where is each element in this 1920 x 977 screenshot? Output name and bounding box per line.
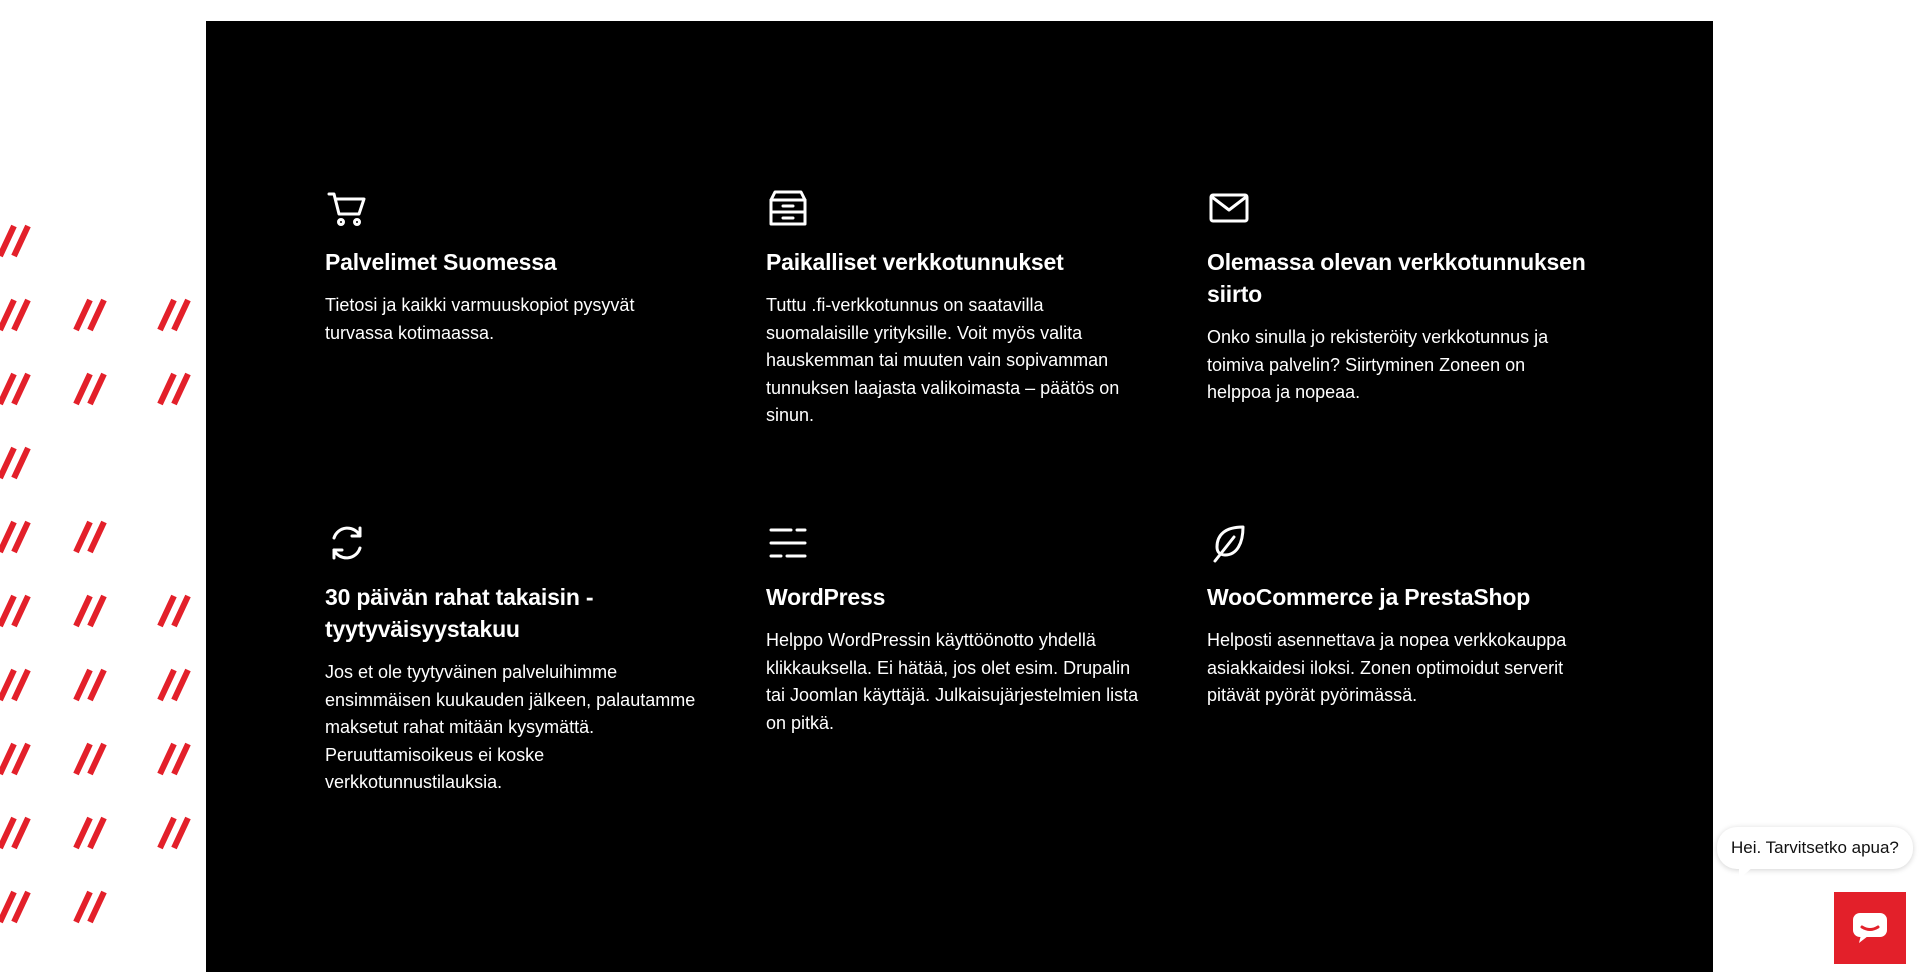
decorative-slash [90,374,104,404]
feature-description: Onko sinulla jo rekisteröity verkkotunnus ja toimiva palvelin? Siirtyminen Zoneen on helppoa ja nopeaa. [1207,327,1549,402]
feature-title: WooCommerce ja PrestaShop [1207,584,1531,610]
decorative-slash [90,522,104,552]
decorative-slash [14,744,28,774]
feature-local-domains [766,186,1146,521]
feature-description: Jos et ole tyytyväinen palveluihimme ensimmäisen kuukauden jälkeen, palautamme maksetut rahat mitään kysymättä. Peruuttamisoikeus ei koske verkkotunnustilauksia. [325,662,696,792]
decorative-slash [76,744,90,774]
decorative-slash [14,300,28,330]
decorative-slash [160,374,174,404]
feature-servers-finland [325,186,705,521]
feature-title: Paikalliset verkkotunnukset [766,249,1064,275]
decorative-slash [14,596,28,626]
decorative-slash [174,300,188,330]
decorative-slash [76,374,90,404]
decorative-slash [0,448,14,478]
refresh-icon [325,521,369,565]
decorative-slash [160,818,174,848]
decorative-slash [174,596,188,626]
decorative-slash [174,744,188,774]
decorative-slash [0,818,14,848]
decorative-slash [76,670,90,700]
decorative-slash [14,818,28,848]
decorative-slash [76,522,90,552]
feature-title: WordPress [766,584,886,610]
decorative-slash [0,744,14,774]
feature-description: Tuttu .fi-verkkotunnus on saatavilla suomalaisille yrityksille. Voit myös valita hauskemman tai muuten vain sopivamman tunnuksen laajasta valikoimasta – päätös on sinun. [766,295,1120,425]
chat-icon [1851,911,1889,945]
decorative-slash [90,744,104,774]
feature-wordpress [766,521,1146,861]
decorative-slash [174,818,188,848]
decorative-slash [174,374,188,404]
feature-description: Tietosi ja kaikki varmuuskopiot pysyvät turvassa kotimaassa. [325,295,635,343]
decorative-slash [14,374,28,404]
decorative-slash [14,522,28,552]
decorative-slash [0,300,14,330]
decorative-slash [174,670,188,700]
decorative-slash [0,522,14,552]
decorative-slash [14,448,28,478]
shopping-cart-icon [325,186,369,230]
decorative-slash-pattern [0,220,206,977]
feature-domain-transfer [1207,186,1587,521]
features-grid [325,186,1655,861]
feature-description: Helposti asennettava ja nopea verkkokauppa asiakkaidesi iloksi. Zonen optimoidut serverit pitävät pyörät pyörimässä. [1207,630,1567,705]
decorative-slash [0,892,14,922]
archive-box-icon [766,186,810,230]
decorative-slash [14,226,28,256]
decorative-slash [76,892,90,922]
feature-description: Helppo WordPressin käyttöönotto yhdellä klikkauksella. Ei hätää, jos olet esim. Drupalin tai Joomlan käyttäjä. Julkaisujärjestelmien lista on pitkä. [766,630,1139,733]
decorative-slash [14,892,28,922]
decorative-slash [14,670,28,700]
feature-title: Olemassa olevan verkkotunnuksen siirto [1207,249,1586,307]
feature-title: 30 päivän rahat takaisin -tyytyväisyystakuu [325,584,594,642]
envelope-icon [1207,186,1251,230]
open-chat-button[interactable] [1834,892,1906,964]
feature-title: Palvelimet Suomessa [325,249,557,275]
decorative-slash [90,596,104,626]
decorative-slash [76,596,90,626]
decorative-slash [160,744,174,774]
sliders-lines-icon [766,521,810,565]
decorative-slash [0,596,14,626]
leaf-icon [1207,521,1251,565]
decorative-slash [160,596,174,626]
decorative-slash [0,374,14,404]
feature-money-back [325,521,705,861]
chat-greeting-bubble[interactable]: Hei. Tarvitsetko apua? [1717,827,1913,869]
decorative-slash [76,300,90,330]
decorative-slash [160,670,174,700]
features-panel [206,21,1713,972]
decorative-slash [160,300,174,330]
feature-woocommerce-prestashop [1207,521,1587,861]
decorative-slash [0,226,14,256]
decorative-slash [90,818,104,848]
decorative-slash [90,670,104,700]
decorative-slash [76,818,90,848]
decorative-slash [0,670,14,700]
decorative-slash [90,892,104,922]
decorative-slash [90,300,104,330]
